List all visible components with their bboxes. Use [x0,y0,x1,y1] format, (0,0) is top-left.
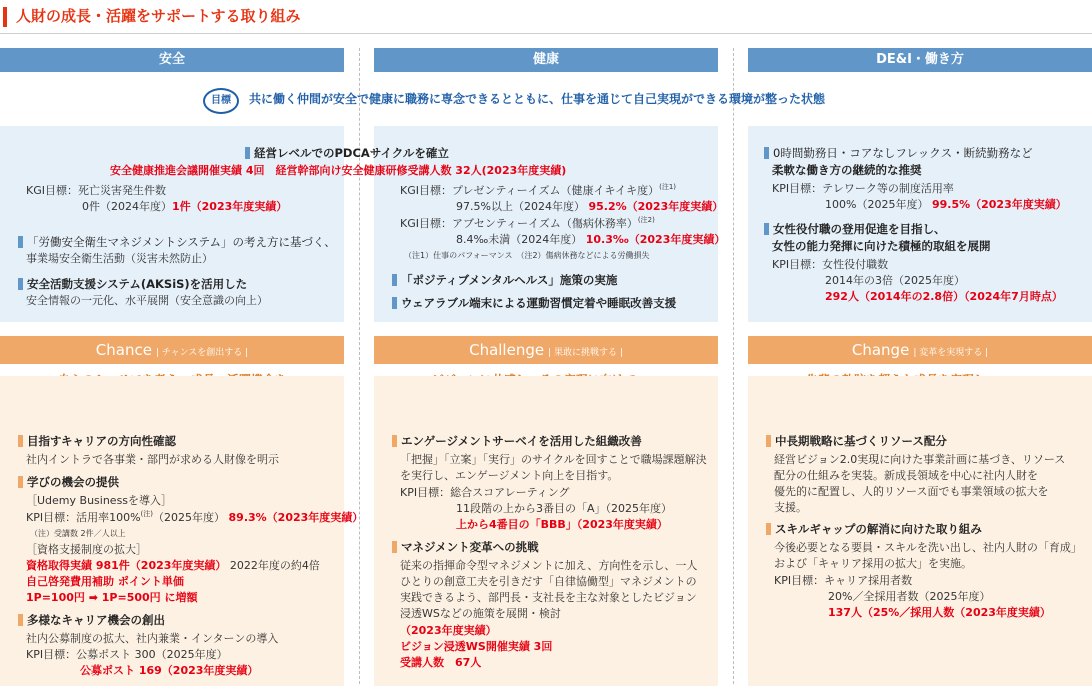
chance-heading-1-text: 目指すキャリアの方向性確認 [27,434,177,448]
change-heading-1 [766,433,947,449]
challenge-text-1: 「把握」「立案」「実行」のサイクルを回すことで職場課題解決 [400,453,707,466]
challenge-heading-1 [392,433,642,449]
chance-header-title: Chance [95,341,152,359]
safety-kgi-row [82,199,287,215]
health-kgi-1-actual: 95.2%（2023年度実績） [588,200,724,213]
bullet-marker [392,541,397,553]
challenge-text-11: ビジョン浸透WS開催実績 3回 [400,640,553,653]
chance-text-2: ［Udemy Businessを導入］ [26,494,173,507]
chance-note: （注）受講数 2件／人以上 [30,529,126,538]
dei-item-2-line-1: 女性役付職の登用促進を目指し、 [773,222,946,236]
dei-kpi-1-actual: 99.5%（2023年度実績） [931,198,1067,211]
page-title: 人財の成長・活躍をサポートする取り組み [16,7,301,25]
safety-item-1-line-1: 「労働安全衛生マネジメントシステム」の考え方に基づく、 [27,235,336,249]
change-header-subtitle: | 変革を実現する | [913,348,989,358]
challenge-header-title: Challenge [469,341,545,359]
challenge-header-subtitle: | 果敢に挑戦する | [548,348,623,358]
challenge-text-5: 上から4番目の「BBB」（2023年度実績） [456,518,668,531]
chance-text-8: 社内公募制度の拡大、社内兼業・インターンの導入 [26,632,279,645]
goal-badge: 目標 [203,88,239,114]
challenge-text-3: KPI目標：総合スコアレーティング [400,486,570,499]
change-header [748,336,1092,364]
chance-header-subtitle: | チャンスを創出する | [155,348,249,358]
challenge-text-9: 浸透WSなどの施策を展開・検討 [400,607,561,620]
health-footnote: （注1）仕事のパフォーマンス （注2）傷病休務などによる労働損失 [404,251,650,260]
health-kgi-2-row [456,232,725,248]
dei-kpi-1-value: 100%（2025年度） [825,198,929,211]
chance-text-10: 公募ポスト 169（2023年度実績） [80,664,259,677]
pdca-heading-text: 経営レベルでのPDCAサイクルを確立 [254,146,449,160]
safety-item-2-line-1: 安全活動支援システム(AKSiS)を活用した [27,277,248,291]
health-kgi-1-label-text: KGI目標：プレゼンティーイズム（健康イキイキ度） [400,184,660,197]
dei-item-2 [764,221,946,237]
dei-item-1 [764,145,1033,161]
chance-header [0,336,344,364]
bullet-marker [766,523,771,535]
health-item-2 [392,295,676,311]
health-kgi-2-label-text: KGI目標：アブセンティーイズム（傷病休務率） [400,217,638,230]
chance-text-1: 社内イントラで各事業・部門が求める人財像を明示 [26,453,279,466]
bullet-marker [392,297,397,309]
chance-heading-3 [18,612,165,628]
chance-kpi-label: KPI目標：活用率100% [26,511,141,524]
safety-kgi-actual: 1件（2023年度実績） [172,200,288,213]
change-heading-1-text: 中長期戦略に基づくリソース配分 [775,434,947,448]
challenge-text-8: 実践できるよう、部門長・支社長を主な対象としたビジョン [400,591,697,604]
change-text-5: 今後必要となる要員・スキルを洗い出し、社内人財の「育成」 [774,541,1082,554]
challenge-text-2: を実行し、エンゲージメント向上を目指す。 [400,469,619,482]
bullet-marker [18,278,23,290]
bullet-marker [766,435,771,447]
challenge-text-10: （2023年度実績） [400,624,497,637]
safety-item-2 [18,276,247,292]
challenge-text-6: 従来の指揮命令型マネジメントに加え、方向性を示し、一人 [400,559,698,572]
pdca-heading [245,145,449,161]
safety-item-2-line-2: 安全情報の一元化、水平展開（安全意識の向上） [26,294,268,307]
column-divider [359,48,360,684]
column-header-safety: 安全 [0,48,344,72]
health-kgi-2-value: 8.4‰未満（2024年度） [456,233,583,246]
chance-text-5-black: 2022年度の約4倍 [229,559,320,572]
health-kgi-2-actual: 10.3‰（2023年度実績） [585,233,726,246]
footnote-mark: (注2) [637,216,655,224]
bullet-marker [392,435,397,447]
challenge-text-4: 11段階の上から3番目の「A」（2025年度） [456,502,673,515]
chance-heading-2 [18,474,119,490]
bullet-marker [245,147,250,159]
column-header-health: 健康 [374,48,718,72]
change-text-9: 137人（25%／採用人数（2023年度実績） [828,606,1051,619]
dei-item-1-line-2: 柔軟な働き方の継続的な推奨 [772,163,922,177]
dei-kpi-2-value: 2014年の3倍（2025年度） [825,274,965,287]
column-header-dei: DE&I・働き方 [748,48,1092,72]
dei-kpi-2-actual: 292人（2014年の2.8倍）（2024年7月時点） [825,290,1063,303]
chance-kpi-actual: 89.3%（2023年度実績） [228,511,364,524]
change-text-7: KPI目標：キャリア採用者数 [774,574,913,587]
health-item-1-text: 「ポジティブメンタルヘルス」施策の実施 [401,273,618,287]
change-header-title: Change [851,341,910,359]
challenge-heading-2-text: マネジメント変革への挑戦 [401,540,539,554]
chance-kpi-row [26,510,363,526]
chance-text-5 [26,558,320,574]
bullet-marker [18,614,23,626]
challenge-header [374,336,718,364]
safety-kgi-label: KGI目標：死亡災害発生件数 [26,184,166,197]
safety-item-1 [18,234,336,250]
change-heading-2 [766,521,982,537]
chance-text-7: 1P=100円 ➡ 1P=500円 に増額 [26,591,198,604]
change-heading-2-text: スキルギャップの解消に向けた取り組み [775,522,982,536]
health-item-1 [392,272,617,288]
dei-kpi-2-label: KPI目標：女性役付職数 [772,258,889,271]
challenge-heading-2 [392,539,539,555]
bullet-marker [18,476,23,488]
dei-item-2-line-2: 女性の能力発揮に向けた積極的取組を展開 [772,239,991,253]
column-divider [733,48,734,684]
footnote-mark: (注) [140,510,154,518]
bullet-marker [764,147,769,159]
chance-heading-2-text: 学びの機会の提供 [27,475,119,489]
pdca-results: 安全健康推進会議開催実績 4回 経営幹部向け安全健康研修受講人数 32人(2023年度実績) [110,164,567,177]
bullet-marker [392,274,397,286]
chance-kpi-value: （2025年度） [153,511,226,524]
bullet-marker [18,435,23,447]
health-kgi-2-label [400,216,655,232]
change-text-8: 20%／全採用者数（2025年度） [828,590,991,603]
dei-kpi-1-row [825,197,1067,213]
health-kgi-1-value: 97.5%以上（2024年度） [456,200,585,213]
health-kgi-1-label [400,183,676,199]
chance-text-9: KPI目標：公募ポスト 300（2025年度） [26,648,228,661]
change-text-2: 配分の仕組みを実装。新成長領域を中心に社内人財を [774,469,1038,482]
change-text-3: 優先的に配置し、人的リソース面でも事業領域の拡大を [774,485,1049,498]
dei-item-1-line-1: 0時間勤務日・コアなしフレックス・断続勤務など [773,146,1033,160]
challenge-text-12: 受講人数 67人 [400,656,482,669]
bullet-marker [764,223,769,235]
safety-item-1-line-2: 事業場安全衛生活動（災害未然防止） [26,252,213,265]
change-text-1: 経営ビジョン2.0実現に向けた事業計画に基づき、リソース [774,453,1066,466]
chance-text-4: ［資格支援制度の拡大］ [26,543,147,556]
dei-kpi-1-label: KPI目標：テレワーク等の制度活用率 [772,182,954,195]
chance-heading-1 [18,433,176,449]
bullet-marker [18,236,23,248]
title-bar [0,0,1092,34]
title-accent-bar [3,7,7,27]
change-text-4: 支援。 [774,501,807,514]
chance-text-6: 自己啓発費用補助 ポイント単価 [26,575,184,588]
chance-text-5-red: 資格取得実績 981件（2023年度実績） [26,559,227,572]
chance-heading-3-text: 多様なキャリア機会の創出 [27,613,165,627]
overall-goal-text: 共に働く仲間が安全で健康に職務に専念できるとともに、仕事を通じて自己実現ができる環境が整った状態 [249,92,826,106]
health-item-2-text: ウェアラブル端末による運動習慣定着や睡眠改善支援 [401,296,677,310]
health-kgi-1-row [456,199,723,215]
safety-kgi-value: 0件（2024年度） [82,200,172,213]
challenge-heading-1-text: エンゲージメントサーベイを活用した組織改善 [401,434,642,448]
footnote-mark: (注1) [659,183,677,191]
challenge-text-7: ひとりの創意工夫を引きだす「自律協働型」マネジメントの [400,575,697,588]
change-text-6: および「キャリア採用の拡大」を実施。 [774,557,972,570]
